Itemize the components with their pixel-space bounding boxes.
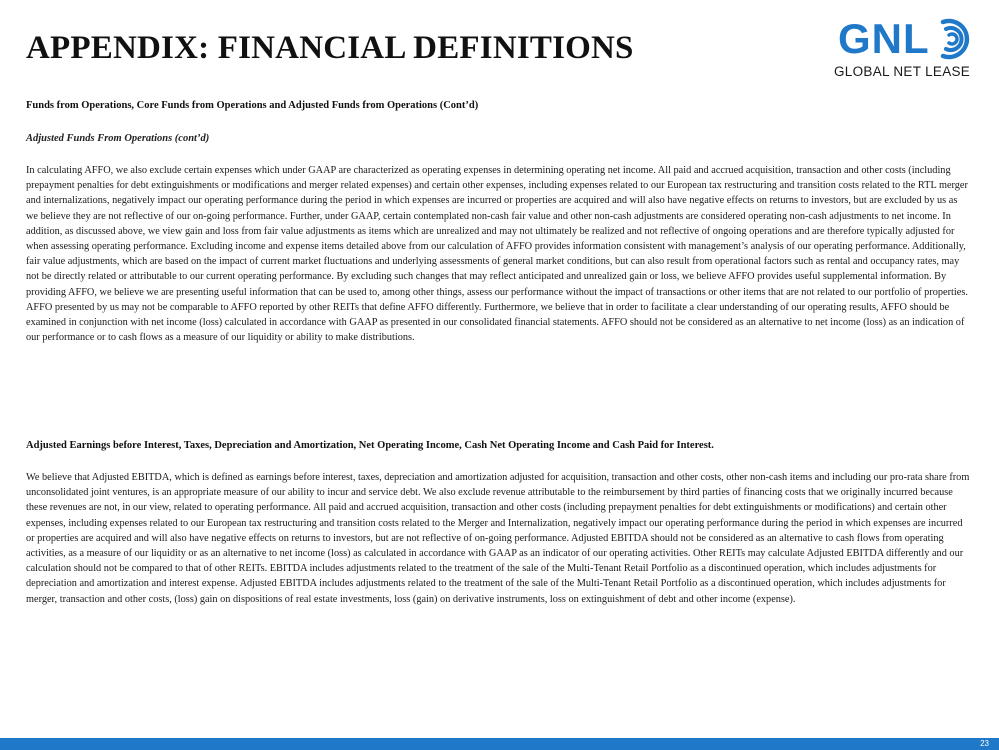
affo-definition-paragraph: In calculating AFFO, we also exclude certain expenses which under GAAP are characterized as operating expenses in determining operating net income. All paid and accrued acquisition, transaction and other costs (including prepayment penalties for debt extinguishments or modifications and merger related expenses) and certain other expenses, including expenses related to our European tax restructuring and transition costs related to the RTL merger and internalizations, negatively impact our operating performance during the period in which expenses are incurred or properties are acquired and will also have negative effects on returns to investors, but are excluded by us as we believe they are not reflective of our on-going performance. Further, under GAAP, certain contemplated non-cash fair value and other non-cash adjustments are considered operating non-cash adjustments to net income. In addition, as discussed above, we view gain and loss from fair value adjustments as items which are unrealized and may not ultimately be realized and not reflective of ongoing operations and are therefore typically adjusted for when assessing operating performance. Excluding income and expense items detailed above from our calculation of AFFO provides information consistent with management’s analysis of our operating performance. Additionally, fair value adjustments, which are based on the impact of current market fluctuations and underlying assessments of general market conditions, but can also result from operational factors such as rental and occupancy rates, may not be directly related or attributable to our current operating performance. By excluding such changes that may reflect anticipated and unrealized gain or loss, we believe AFFO provides useful supplemental information. By providing AFFO, we believe we are presenting useful information that can be used to, among other things, assess our performance without the impact of transactions or other items that are not related to our portfolio of properties. AFFO presented by us may not be comparable to AFFO reported by other REITs that define AFFO differently. Furthermore, we believe that in order to facilitate a clear understanding of our operating results, AFFO should be examined in conjunction with net income (loss) calculated in accordance with GAAP as presented in our consolidated financial statements. AFFO should not be considered as an alternative to net income (loss) as an indication of our performance or to cash flows as a measure of our liquidity or ability to make distributions. — [26, 165, 968, 344]
footer-bar — [0, 738, 999, 750]
page-number: 23 — [980, 739, 989, 748]
company-logo — [830, 14, 980, 84]
section-heading-ffo: Funds from Operations, Core Funds from Operations and Adjusted Funds from Operations (Cont’d) — [26, 100, 479, 111]
logo-swirl-icon — [929, 16, 975, 62]
section-subheading-affo: Adjusted Funds From Operations (cont’d) — [26, 133, 210, 144]
page-title: APPENDIX: FINANCIAL DEFINITIONS — [26, 30, 634, 66]
logo-subtitle: GLOBAL NET LEASE — [834, 64, 971, 79]
ebitda-definition-paragraph: We believe that Adjusted EBITDA, which is defined as earnings before interest, taxes, depreciation and amortization adjusted for acquisition, transaction and other costs, other non-cash items and including our pro-rata share from unconsolidated joint ventures, is an appropriate measure of our ability to incur and service debt. We also exclude revenue attributable to the reimbursement by third parties of financing costs that we originally incurred because these revenues are not, in our view, related to operating performance. All paid and accrued acquisition, transaction and other costs (including prepayment penalties for debt extinguishments or modifications) and certain other expenses, including expenses related to our European tax restructuring and transition costs related to the Merger and Internalization, negatively impact our operating performance during the period in which expenses are incurred or properties are acquired and will also have negative effects on returns to investors, but are not reflective of on-going performance. Adjusted EBITDA should not be considered as an alternative to cash flows from operating activities, as a measure of our liquidity or as an alternative to net income (loss) as calculated in accordance with GAAP as an indicator of our operating activities. Other REITs may calculate Adjusted EBITDA differently and our calculation should not be compared to that of other REITs. EBITDA includes adjustments related to the treatment of the sale of the Multi-Tenant Retail Portfolio as a discontinued operation, which includes adjustments for depreciation and amortization and interest expense. Adjusted EBITDA includes adjustments related to the treatment of the sale of the Multi-Tenant Retail Portfolio as a discontinued operation, which includes adjustments for merger, transaction and other costs, (loss) gain on dispositions of real estate investments, loss (gain) on derivative instruments, loss on extinguishment of debt and other income (expense). — [26, 472, 970, 605]
logo-wordmark: GNL — [838, 15, 930, 62]
section-heading-ebitda: Adjusted Earnings before Interest, Taxes, Depreciation and Amortization, Net Operating Income, Cash Net Operating Income and Cash Paid for Interest. — [26, 440, 714, 451]
